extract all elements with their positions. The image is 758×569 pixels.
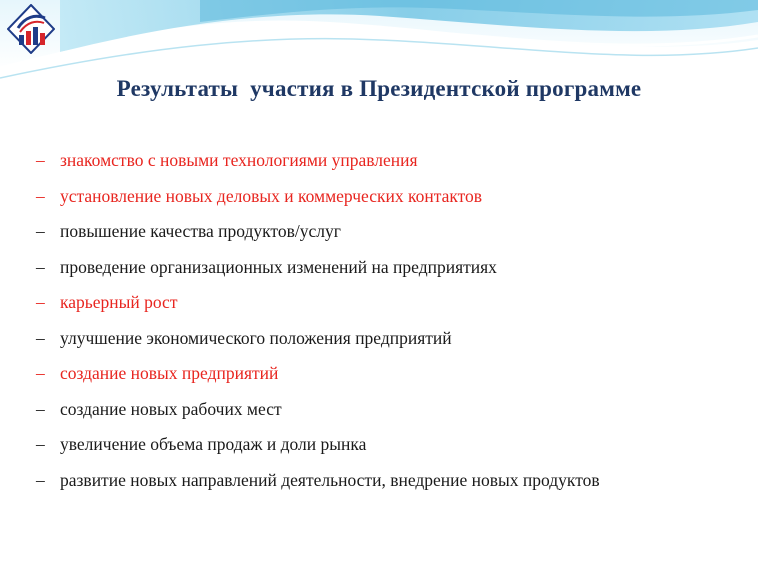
bullet-dash: – bbox=[36, 150, 45, 170]
bullet-dash: – bbox=[36, 469, 45, 490]
list-item-text: увеличение объема продаж и доли рынка bbox=[60, 434, 367, 454]
list-item-text: карьерный рост bbox=[60, 292, 178, 312]
bullet-dash: – bbox=[36, 434, 45, 454]
list-item-text: установление новых деловых и коммерческих контактов bbox=[60, 185, 483, 206]
list-item-text: повышение качества продуктов/услуг bbox=[60, 221, 341, 241]
bullet-dash: – bbox=[36, 185, 45, 206]
list-item-text: развитие новых направлений деятельности, внедрение новых продуктов bbox=[60, 469, 600, 490]
slide-title: Результаты участия в Президентской программе bbox=[116, 76, 642, 101]
presidential-program-emblem-icon bbox=[7, 4, 55, 54]
list-item-text: создание новых предприятий bbox=[60, 363, 279, 383]
bullet-dash: – bbox=[36, 327, 45, 348]
list-item-text: улучшение экономического положения предприятий bbox=[60, 327, 452, 348]
bullet-dash: – bbox=[36, 292, 45, 312]
bullet-dash: – bbox=[36, 256, 45, 277]
list-item-text: знакомство с новыми технологиями управления bbox=[60, 150, 418, 170]
bullet-dash: – bbox=[36, 398, 45, 419]
list-item-text: проведение организационных изменений на предприятиях bbox=[60, 256, 497, 277]
bullet-dash: – bbox=[36, 363, 45, 383]
bullet-dash: – bbox=[36, 221, 45, 241]
list-item-text: создание новых рабочих мест bbox=[60, 398, 282, 419]
